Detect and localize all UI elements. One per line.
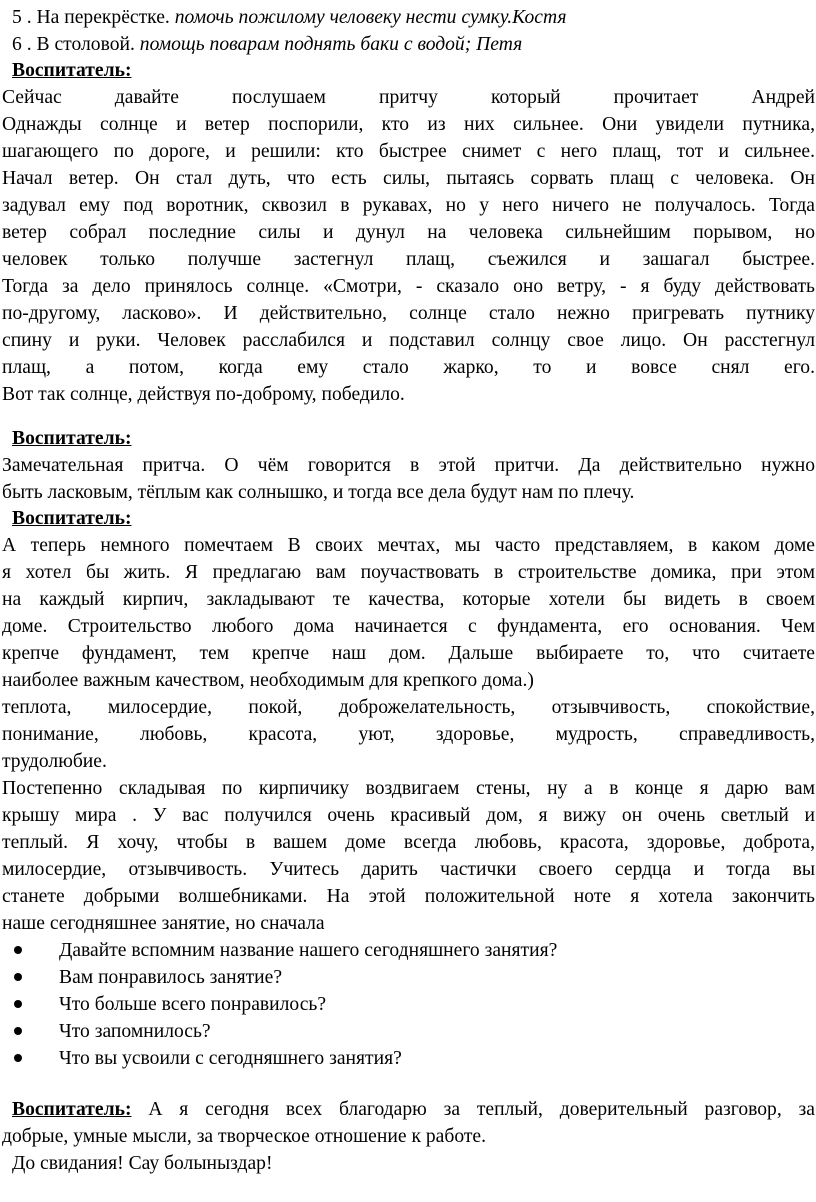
- house-line: крышу мира . У вас получился очень красивый дом, я вижу он очень светлый и: [2, 805, 815, 826]
- question-item: [2, 1018, 815, 1045]
- parable-line: Начал ветер. Он стал дуть, что есть силы, пытаясь сорвать плащ с человека. Он: [2, 168, 815, 189]
- closing-text: А я сегодня всех благодарю за теплый, доверительный разговор, за: [131, 1099, 815, 1120]
- question-text: Давайте вспомним название нашего сегодняшнего занятия?: [59, 940, 558, 961]
- parable-line: по-другому, ласково». И действительно, солнце стало нежно пригревать путнику: [2, 303, 815, 324]
- closing-line: добрые, умные мысли, за творческое отношение к работе.: [2, 1126, 487, 1147]
- house-line: я хотел бы жить. Я предлагаю вам поучаствовать в строительстве домика, при этом: [2, 562, 815, 583]
- speaker-heading: Воспитатель:: [12, 1099, 132, 1120]
- parable-line: ветер собрал последние силы и дунул на человека сильнейшим порывом, но: [2, 222, 815, 243]
- situation-task: помощь поварам поднять баки с водой; Петя: [139, 34, 523, 55]
- parable-line: Тогда за дело принялось солнце. «Смотри, - сказало оно ветру, - я буду действовать: [2, 276, 815, 297]
- house-line: доме. Строительство любого дома начинается с фундамента, его основания. Чем: [2, 616, 815, 637]
- farewell-line: До свидания! Сау болыныздар!: [12, 1153, 273, 1174]
- parable-line: Сейчас давайте послушаем притчу который прочитает Андрей: [2, 87, 815, 108]
- question-item: [2, 937, 815, 964]
- bullet-icon: [14, 973, 22, 981]
- house-line: наиболее важным качеством, необходимым для крепкого дома.): [2, 670, 534, 691]
- house-line: Постепенно складывая по кирпичику воздвигаем стены, ну а в конце я дарю вам: [2, 778, 815, 799]
- closing-line: [12, 1096, 815, 1123]
- situation-line-6: [12, 31, 815, 58]
- question-text: Вам понравилось занятие?: [59, 967, 283, 988]
- speaker-heading: Воспитатель:: [12, 428, 132, 449]
- house-line: трудолюбие.: [2, 751, 107, 772]
- bullet-icon: [14, 1027, 22, 1035]
- house-line: крепче фундамент, тем крепче наш дом. Дальше выбираете то, что считаете: [2, 643, 815, 664]
- parable-line: плащ, а потом, когда ему стало жарко, то и вовсе снял его.: [2, 357, 815, 378]
- house-line: теплота, милосердие, покой, доброжелательность, отзывчивость, спокойствие,: [2, 697, 815, 718]
- situation-line-5: [12, 4, 815, 31]
- question-text: Что запомнилось?: [59, 1021, 211, 1042]
- question-text: Что вы усвоили с сегодняшнего занятия?: [59, 1048, 402, 1069]
- house-line: А теперь немного помечтаем В своих мечтах, мы часто представляем, в каком доме: [2, 535, 815, 556]
- house-line: понимание, любовь, красота, уют, здоровье, мудрость, справедливость,: [2, 724, 815, 745]
- situation-task: помочь пожилому человеку нести сумку.Костя: [174, 7, 567, 28]
- comment-line: Замечательная притча. О чём говорится в этой притчи. Да действительно нужно: [2, 455, 815, 476]
- house-line: станете добрыми волшебниками. На этой положительной ноте я хотела закончить: [2, 886, 815, 907]
- situation-label: 5 . На перекрёстке.: [12, 7, 175, 28]
- bullet-icon: [14, 946, 22, 954]
- bullet-icon: [14, 1000, 22, 1008]
- bullet-icon: [14, 1054, 22, 1062]
- parable-line: Однажды солнце и ветер поспорили, кто из них сильнее. Они увидели путника,: [2, 114, 815, 135]
- house-line: наше сегодняшнее занятие, но сначала: [2, 913, 325, 934]
- question-item: [2, 991, 815, 1018]
- situation-label: 6 . В столовой.: [12, 34, 140, 55]
- house-line: теплый. Я хочу, чтобы в вашем доме всегда любовь, красота, здоровье, доброта,: [2, 832, 815, 853]
- house-line: на каждый кирпич, закладывают те качества, которые хотели бы видеть в своем: [2, 589, 815, 610]
- question-text: Что больше всего понравилось?: [59, 994, 327, 1015]
- question-item: [2, 964, 815, 991]
- speaker-heading: Воспитатель:: [12, 60, 132, 81]
- parable-line: спину и руки. Человек расслабился и подставил солнцу свое лицо. Он расстегнул: [2, 330, 815, 351]
- parable-line: шагающего по дороге, и решили: кто быстрее снимет с него плащ, тот и сильнее.: [2, 141, 815, 162]
- question-item: [2, 1045, 815, 1072]
- parable-line: задувал ему под воротник, сквозил в рукавах, но у него ничего не получалось. Тогда: [2, 195, 815, 216]
- speaker-heading: Воспитатель:: [12, 508, 132, 529]
- parable-line: человек только получше застегнул плащ, съежился и зашагал быстрее.: [2, 249, 815, 270]
- comment-line: быть ласковым, тёплым как солнышко, и тогда все дела будут нам по плечу.: [2, 482, 635, 503]
- parable-line: Вот так солнце, действуя по-доброму, победило.: [2, 384, 405, 405]
- house-line: милосердие, отзывчивость. Учитесь дарить частички своего сердца и тогда вы: [2, 859, 815, 880]
